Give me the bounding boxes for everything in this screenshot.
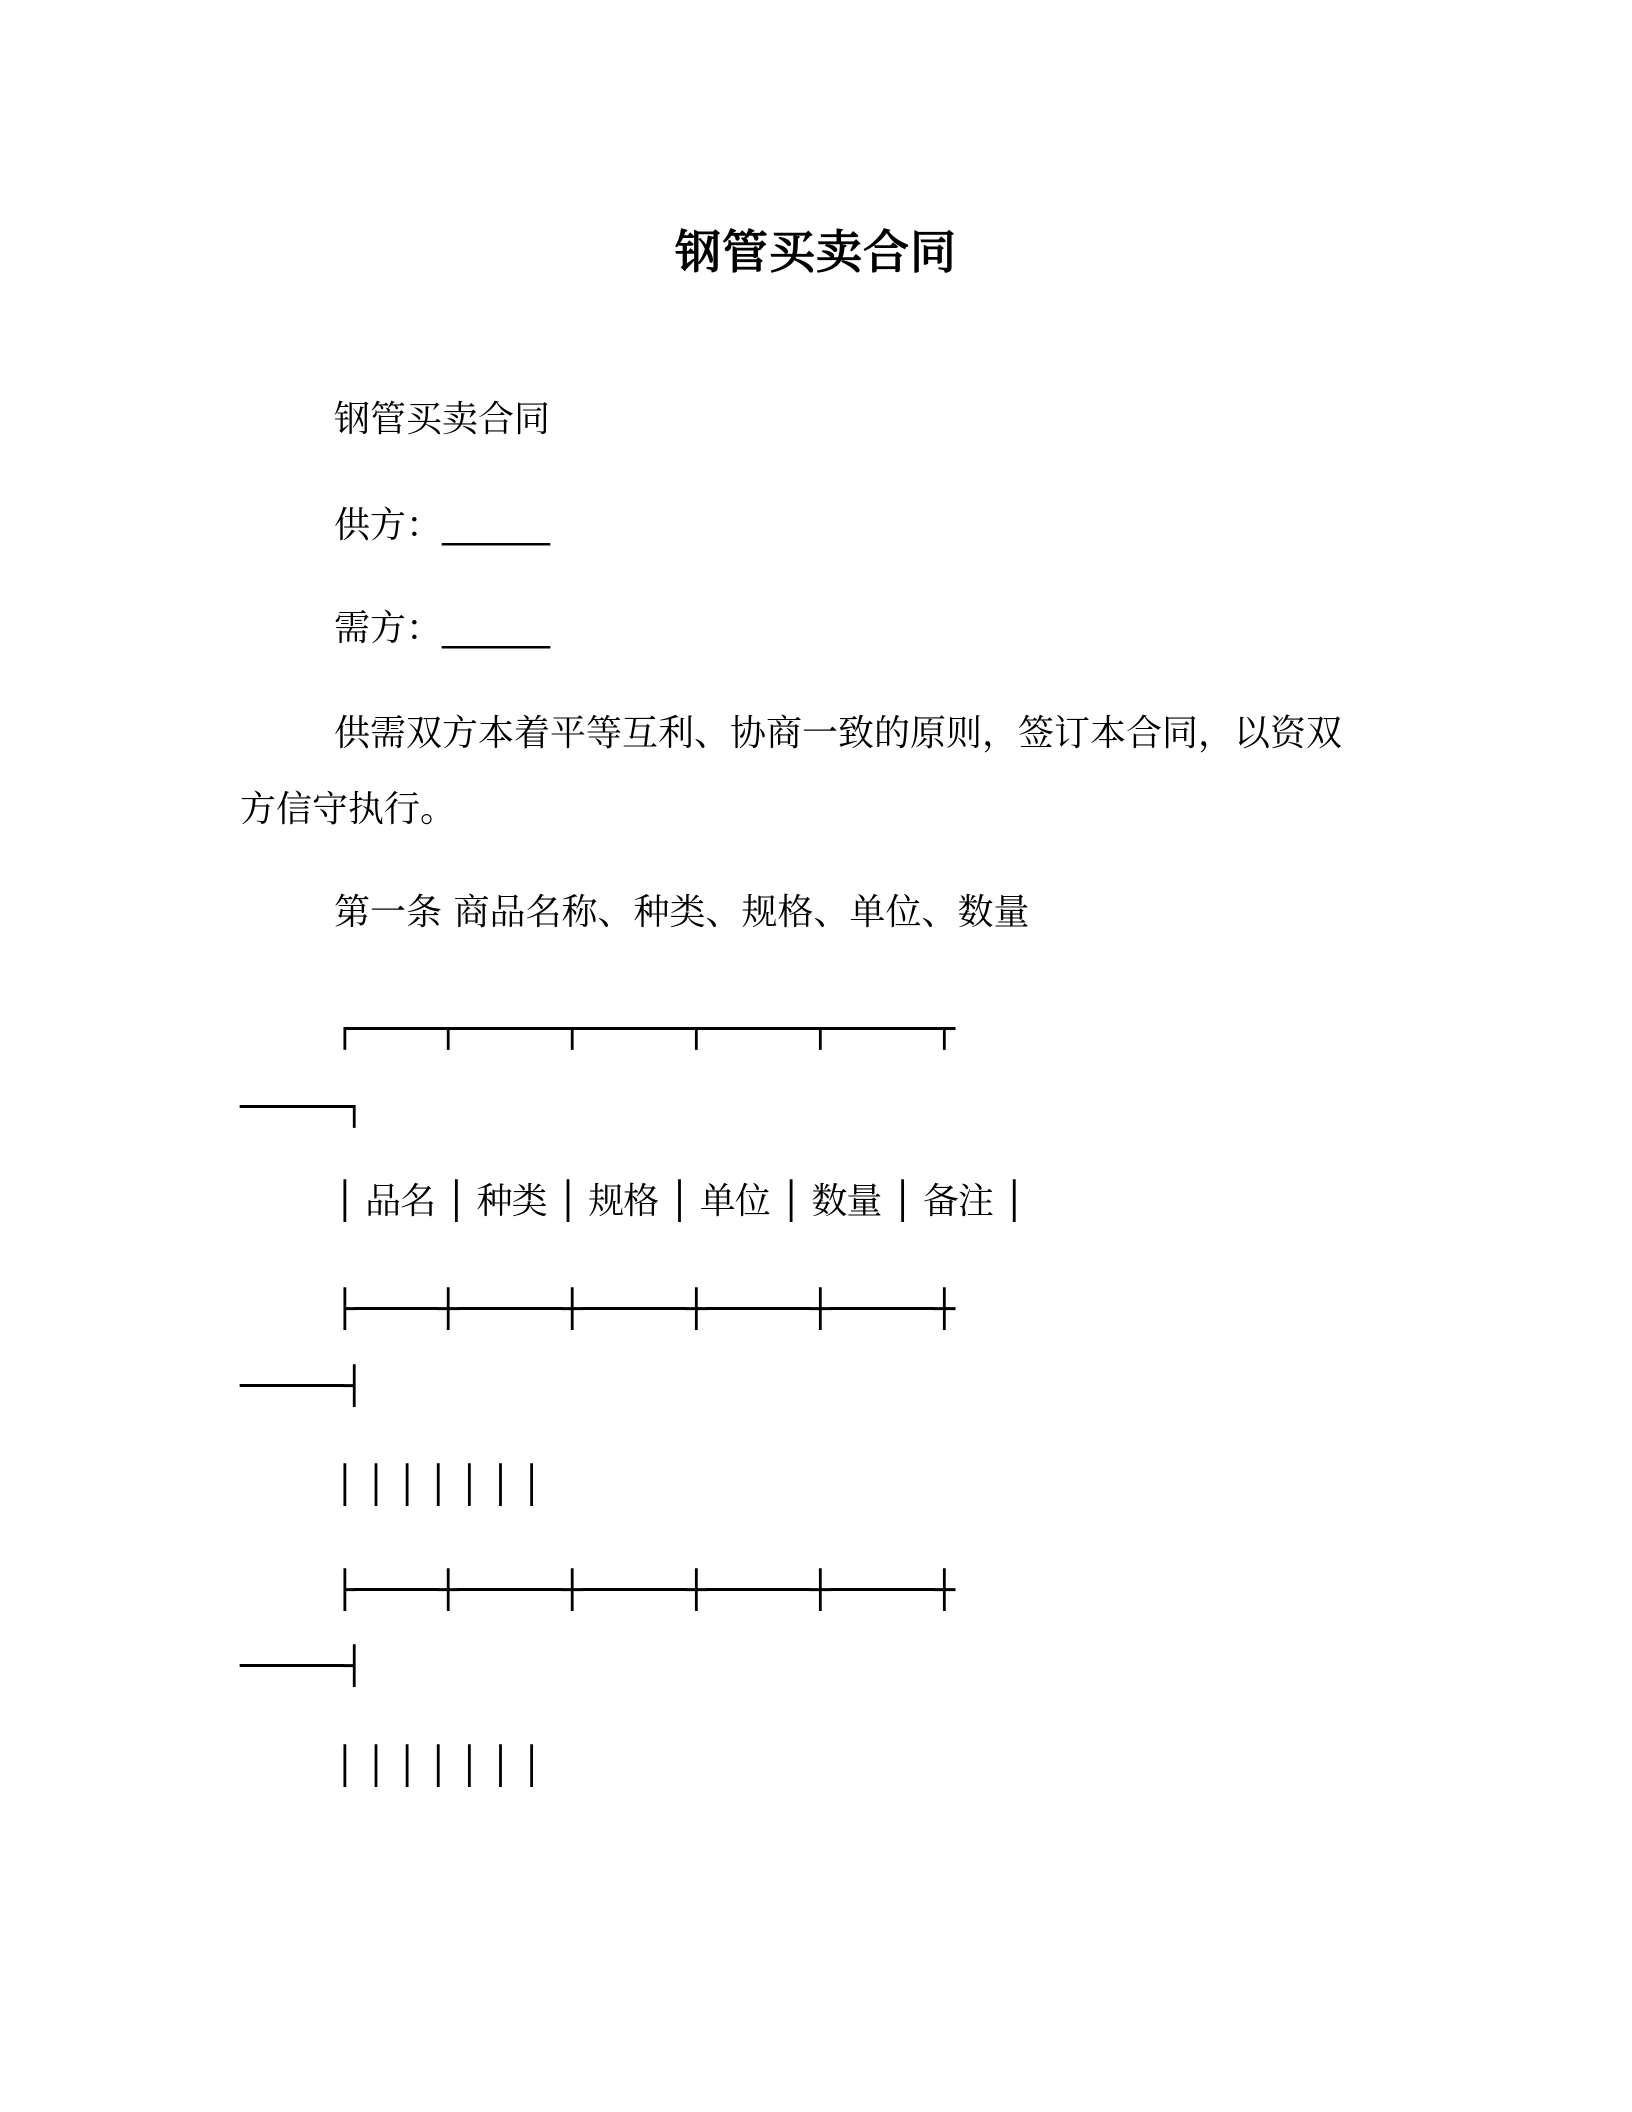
- table-separator-b-line-1: ├────┼─────┼─────┼─────┼─────┼: [334, 1570, 955, 1611]
- table-header-row: │ 品名 │ 种类 │ 规格 │ 单位 │ 数量 │ 备注 │: [334, 1181, 1025, 1222]
- article-1-heading: 第一条 商品名称、种类、规格、单位、数量: [334, 892, 1030, 933]
- table-empty-row-a: │ │ │ │ │ │ │: [334, 1465, 542, 1506]
- intro-paragraph-line-2: 方信守执行。: [240, 789, 457, 830]
- supplier-line: 供方：______: [334, 505, 551, 546]
- table-top-border-line-2: ─────┐: [240, 1087, 365, 1128]
- intro-paragraph-line-1: 供需双方本着平等互利、协商一致的原则，签订本合同，以资双: [334, 713, 1343, 754]
- table-separator-a-line-2: ─────┤: [240, 1366, 365, 1407]
- contract-heading: 钢管买卖合同: [334, 399, 551, 440]
- table-top-border-line-1: ┌────┬─────┬─────┬─────┬─────┬: [334, 1009, 955, 1050]
- document-title: 钢管买卖合同: [675, 225, 957, 279]
- table-separator-a-line-1: ├────┼─────┼─────┼─────┼─────┼: [334, 1289, 955, 1330]
- table-separator-b-line-2: ─────┤: [240, 1646, 365, 1687]
- buyer-line: 需方：______: [334, 608, 551, 649]
- table-empty-row-b: │ │ │ │ │ │ │: [334, 1746, 542, 1787]
